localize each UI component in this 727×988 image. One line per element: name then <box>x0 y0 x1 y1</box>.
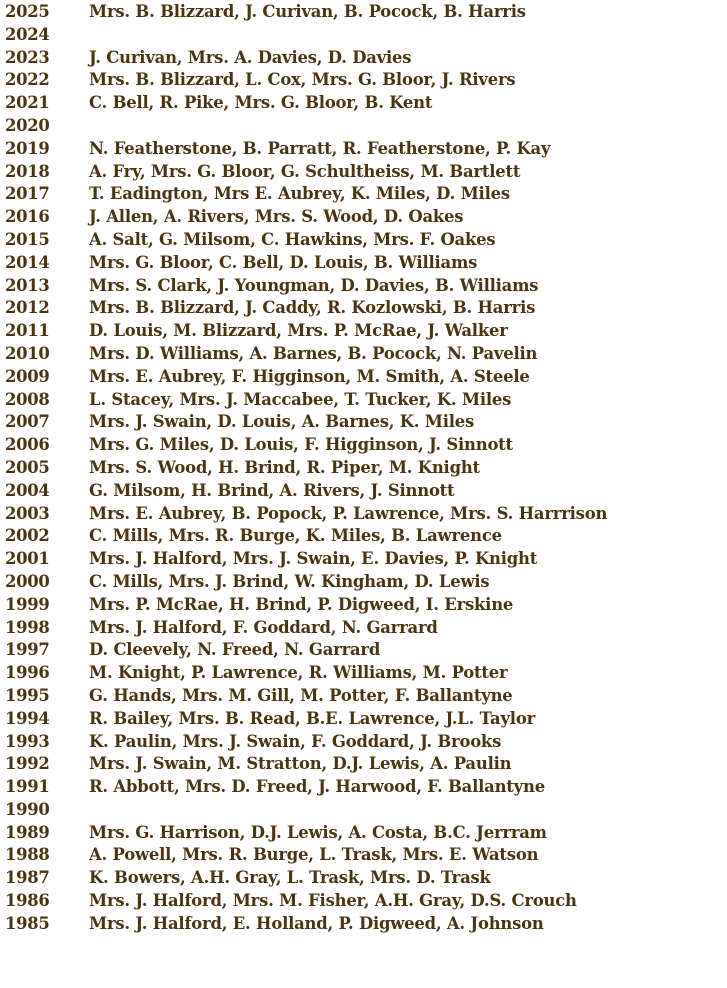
list-item <box>5 206 720 229</box>
year-label: 2005 <box>5 457 50 477</box>
year-label: 2000 <box>5 571 50 591</box>
year-label: 2017 <box>5 184 50 204</box>
team-names: Mrs. B. Blizzard, J. Curivan, B. Pocock, B. Harris <box>89 2 526 21</box>
team-names: Mrs. J. Halford, Mrs. J. Swain, E. Davies, P. Knight <box>89 549 538 569</box>
team-names: K. Bowers, A.H. Gray, L. Trask, Mrs. D. Trask <box>89 868 491 888</box>
team-names: Mrs. D. Williams, A. Barnes, B. Pocock, N. Pavelin <box>89 343 538 363</box>
team-names: Mrs. J. Swain, M. Stratton, D.J. Lewis, A. Paulin <box>89 754 512 774</box>
list-item <box>5 822 720 845</box>
team-names: Mrs. B. Blizzard, J. Caddy, R. Kozlowski, B. Harris <box>89 298 536 318</box>
year-label: 1991 <box>5 777 50 797</box>
year-label: 2016 <box>5 207 50 227</box>
year-label: 1996 <box>5 663 50 683</box>
list-item <box>5 115 720 138</box>
list-item <box>5 731 720 754</box>
team-names: Mrs. S. Wood, H. Brind, R. Piper, M. Knight <box>89 457 480 477</box>
winners-list <box>5 1 720 936</box>
team-names: Mrs. G. Bloor, C. Bell, D. Louis, B. Williams <box>89 252 478 272</box>
year-label: 2011 <box>5 321 50 341</box>
team-names: G. Hands, Mrs. M. Gill, M. Potter, F. Ballantyne <box>89 685 513 705</box>
team-names: N. Featherstone, B. Parratt, R. Featherstone, P. Kay <box>89 138 551 158</box>
list-item <box>5 343 720 366</box>
team-names: Mrs. E. Aubrey, F. Higginson, M. Smith, A. Steele <box>89 366 530 386</box>
year-label: 2013 <box>5 275 50 295</box>
list-item <box>5 389 720 412</box>
list-item <box>5 275 720 298</box>
team-names: A. Powell, Mrs. R. Burge, L. Trask, Mrs. E. Watson <box>89 845 539 865</box>
list-item <box>5 229 720 252</box>
year-label: 2006 <box>5 435 50 455</box>
list-item <box>5 92 720 115</box>
list-item <box>5 867 720 890</box>
team-names: C. Mills, Mrs. J. Brind, W. Kingham, D. Lewis <box>89 571 490 591</box>
year-label: 1998 <box>5 617 50 637</box>
year-label: 2021 <box>5 93 50 113</box>
list-item <box>5 913 720 936</box>
list-item <box>5 24 720 47</box>
year-label: 2004 <box>5 480 50 500</box>
list-item <box>5 890 720 913</box>
team-names: D. Cleevely, N. Freed, N. Garrard <box>89 640 381 660</box>
year-label: 2023 <box>5 47 50 67</box>
year-label: 1995 <box>5 685 50 705</box>
team-names: G. Milsom, H. Brind, A. Rivers, J. Sinnott <box>89 480 455 500</box>
team-names: A. Fry, Mrs. G. Bloor, G. Schultheiss, M. Bartlett <box>89 161 521 181</box>
list-item <box>5 708 720 731</box>
list-item <box>5 685 720 708</box>
list-item <box>5 799 720 822</box>
year-label: 1989 <box>5 822 50 842</box>
team-names: Mrs. E. Aubrey, B. Popock, P. Lawrence, Mrs. S. Harrrison <box>89 503 608 523</box>
year-label: 1986 <box>5 891 50 911</box>
list-item <box>5 594 720 617</box>
list-item <box>5 753 720 776</box>
team-names: R. Abbott, Mrs. D. Freed, J. Harwood, F. Ballantyne <box>89 777 545 797</box>
list-item <box>5 548 720 571</box>
team-names: Mrs. G. Harrison, D.J. Lewis, A. Costa, B.C. Jerrram <box>89 822 547 842</box>
team-names <box>89 115 720 138</box>
year-label: 2008 <box>5 389 50 409</box>
year-label: 2007 <box>5 412 50 432</box>
year-label: 1990 <box>5 799 50 819</box>
list-item <box>5 297 720 320</box>
year-label: 1999 <box>5 594 50 614</box>
team-names: Mrs. J. Halford, F. Goddard, N. Garrard <box>89 617 438 637</box>
list-item <box>5 457 720 480</box>
year-label: 1997 <box>5 640 50 660</box>
team-names: J. Curivan, Mrs. A. Davies, D. Davies <box>89 47 412 67</box>
team-names: T. Eadington, Mrs E. Aubrey, K. Miles, D. Miles <box>89 184 510 204</box>
team-names: Mrs. J. Halford, E. Holland, P. Digweed, A. Johnson <box>89 913 544 933</box>
list-item <box>5 161 720 184</box>
team-names: R. Bailey, Mrs. B. Read, B.E. Lawrence, J.L. Taylor <box>89 708 535 728</box>
year-label: 2019 <box>5 138 50 158</box>
team-names: M. Knight, P. Lawrence, R. Williams, M. Potter <box>89 663 508 683</box>
team-names: Mrs. J. Halford, Mrs. M. Fisher, A.H. Gray, D.S. Crouch <box>89 891 577 911</box>
year-label: 2003 <box>5 503 50 523</box>
list-item <box>5 47 720 70</box>
year-label: 2009 <box>5 366 50 386</box>
list-item <box>5 411 720 434</box>
year-label: 1985 <box>5 913 50 933</box>
year-label: 1992 <box>5 754 50 774</box>
year-label: 1993 <box>5 731 50 751</box>
list-item <box>5 480 720 503</box>
list-item <box>5 183 720 206</box>
team-names: K. Paulin, Mrs. J. Swain, F. Goddard, J. Brooks <box>89 731 502 751</box>
team-names: C. Mills, Mrs. R. Burge, K. Miles, B. Lawrence <box>89 526 502 546</box>
team-names: C. Bell, R. Pike, Mrs. G. Bloor, B. Kent <box>89 93 433 113</box>
year-label: 2001 <box>5 549 50 569</box>
list-item <box>5 366 720 389</box>
year-label: 2025 <box>5 2 50 21</box>
list-item <box>5 252 720 275</box>
year-label: 1987 <box>5 868 50 888</box>
list-item <box>5 776 720 799</box>
year-label: 2010 <box>5 343 50 363</box>
team-names <box>89 799 720 822</box>
team-names: J. Allen, A. Rivers, Mrs. S. Wood, D. Oakes <box>89 207 464 227</box>
list-item <box>5 320 720 343</box>
team-names <box>89 24 720 47</box>
team-names: Mrs. S. Clark, J. Youngman, D. Davies, B. Williams <box>89 275 539 295</box>
year-label: 1988 <box>5 845 50 865</box>
list-item <box>5 1 720 24</box>
list-item <box>5 525 720 548</box>
year-label: 2020 <box>5 115 50 135</box>
year-label: 2024 <box>5 24 50 44</box>
list-item <box>5 69 720 92</box>
year-label: 2015 <box>5 229 50 249</box>
list-item <box>5 571 720 594</box>
list-item <box>5 662 720 685</box>
team-names: D. Louis, M. Blizzard, Mrs. P. McRae, J. Walker <box>89 321 508 341</box>
list-item <box>5 617 720 640</box>
team-names: Mrs. G. Miles, D. Louis, F. Higginson, J. Sinnott <box>89 435 513 455</box>
team-names: Mrs. P. McRae, H. Brind, P. Digweed, I. Erskine <box>89 594 514 614</box>
year-label: 1994 <box>5 708 50 728</box>
team-names: Mrs. B. Blizzard, L. Cox, Mrs. G. Bloor, J. Rivers <box>89 70 516 90</box>
list-item <box>5 844 720 867</box>
list-item <box>5 639 720 662</box>
list-item <box>5 434 720 457</box>
year-label: 2012 <box>5 298 50 318</box>
year-label: 2014 <box>5 252 50 272</box>
year-label: 2022 <box>5 70 50 90</box>
team-names: L. Stacey, Mrs. J. Maccabee, T. Tucker, K. Miles <box>89 389 512 409</box>
list-item <box>5 138 720 161</box>
list-item <box>5 503 720 526</box>
year-label: 2002 <box>5 526 50 546</box>
year-label: 2018 <box>5 161 50 181</box>
team-names: Mrs. J. Swain, D. Louis, A. Barnes, K. Miles <box>89 412 475 432</box>
team-names: A. Salt, G. Milsom, C. Hawkins, Mrs. F. Oakes <box>89 229 496 249</box>
